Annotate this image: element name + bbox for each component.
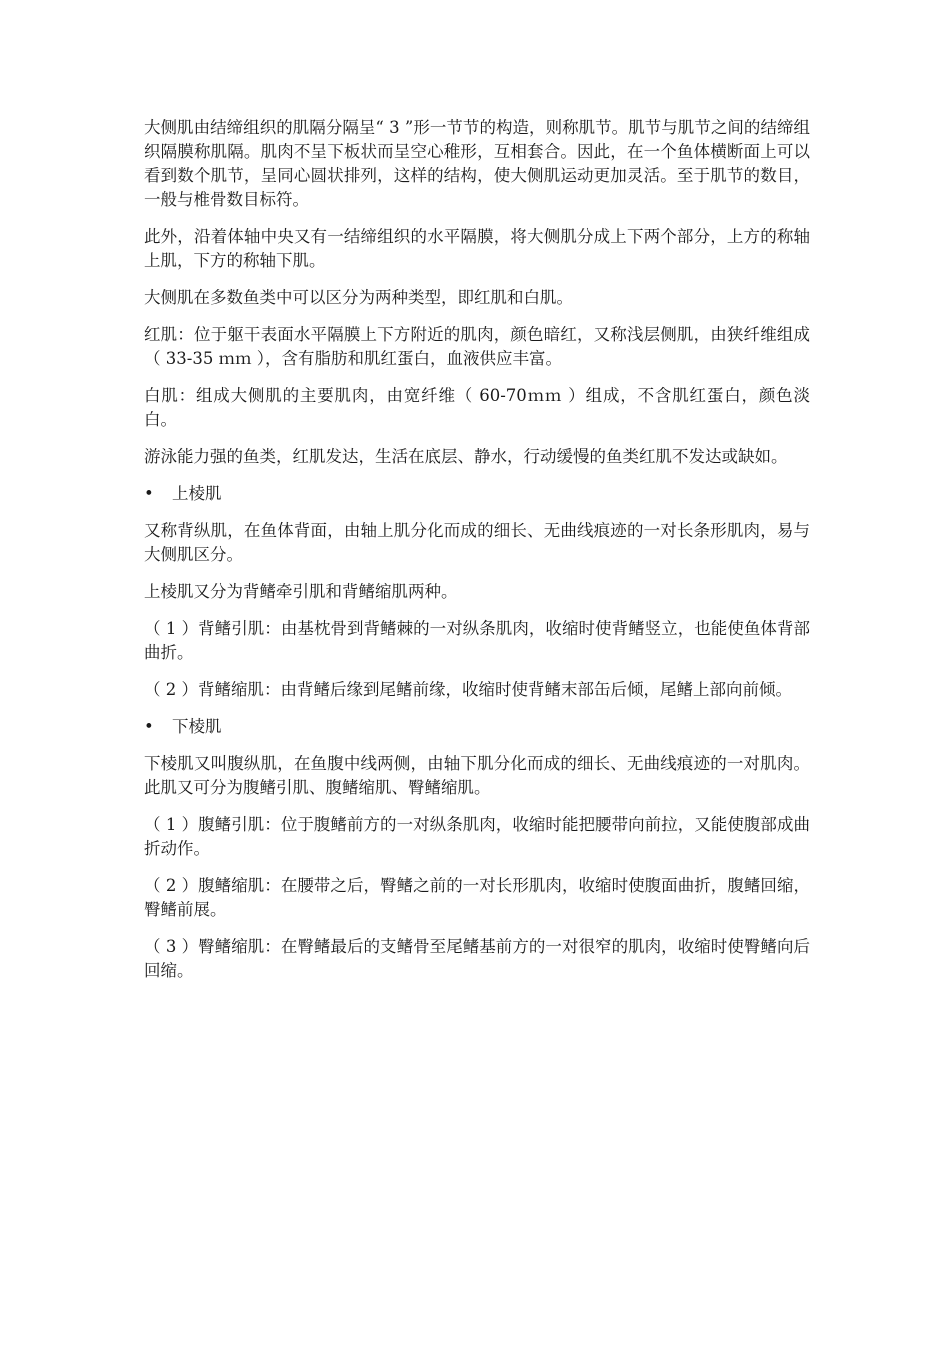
bullet-heading-label: 上棱肌	[172, 484, 222, 503]
paragraph-horizontal-septum: 此外，沿着体轴中央又有一结缔组织的水平隔膜，将大侧肌分成上下两个部分，上方的称轴上肌，下方的称轴下肌。	[144, 227, 810, 270]
document-body	[144, 116, 810, 996]
bullet-mark: •	[144, 717, 154, 736]
paragraph-anal-retractor: （ 3 ）臀鳍缩肌：在臀鳍最后的支鳍骨至尾鳍基前方的一对很窄的肌肉，收缩时使臀鳍向后回缩。	[144, 937, 810, 980]
bullet-heading-label: 下棱肌	[172, 717, 222, 736]
paragraph-white-muscle: 白肌：组成大侧肌的主要肌肉，由宽纤维（ 60-70ｍｍ ）组成，不含肌红蛋白，颜色淡白。	[144, 386, 810, 429]
paragraph-myomere: 大侧肌由结缔组织的肌隔分隔呈“ 3 ”形一节节的构造，则称肌节。肌节与肌节之间的结缔组织隔膜称肌隔。肌肉不呈下板状而呈空心稚形，互相套合。因此，在一个鱼体横断面上可以看到数个肌节，呈同心圆状排列，这样的结构，使大侧肌运动更加灵活。至于肌节的数目，一般与椎骨数目标符。	[144, 118, 810, 209]
bullet-heading-upper	[144, 482, 810, 506]
bullet-mark: •	[144, 484, 154, 503]
paragraph-pelvic-protractor: （ 1 ）腹鳍引肌：位于腹鳍前方的一对纵条肌肉，收缩时能把腰带向前拉，又能使腹部成曲折动作。	[144, 815, 810, 858]
paragraph-red-muscle: 红肌：位于躯干表面水平隔膜上下方附近的肌肉，颜色暗红，又称浅层侧肌，由狭纤维组成（ 33-35 ｍｍ ），含有脂肪和肌红蛋白，血液供应丰富。	[144, 325, 810, 368]
paragraph-muscle-types: 大侧肌在多数鱼类中可以区分为两种类型，即红肌和白肌。	[144, 288, 573, 307]
bullet-heading-lower	[144, 715, 810, 739]
paragraph-swimming-ability: 游泳能力强的鱼类，红肌发达，生活在底层、静水，行动缓慢的鱼类红肌不发达或缺如。	[144, 447, 788, 466]
paragraph-dorsal-longitudinal: 又称背纵肌，在鱼体背面，由轴上肌分化而成的细长、无曲线痕迹的一对长条形肌肉，易与大侧肌区分。	[144, 521, 810, 564]
paragraph-dorsal-protractor: （ 1 ）背鳍引肌：由基枕骨到背鳍棘的一对纵条肌肉，收缩时使背鳍竖立，也能使鱼体背部曲折。	[144, 619, 810, 662]
paragraph-upper-ridge-types: 上棱肌又分为背鳍牵引肌和背鳍缩肌两种。	[144, 582, 458, 601]
paragraph-dorsal-retractor: （ 2 ）背鳍缩肌：由背鳍后缘到尾鳍前缘，收缩时使背鳍末部缶后倾，尾鳍上部向前倾。	[144, 680, 792, 699]
paragraph-ventral-longitudinal: 下棱肌又叫腹纵肌，在鱼腹中线两侧，由轴下肌分化而成的细长、无曲线痕迹的一对肌肉。此肌又可分为腹鳍引肌、腹鳍缩肌、臀鳍缩肌。	[144, 754, 810, 797]
paragraph-pelvic-retractor: （ 2 ）腹鳍缩肌：在腰带之后，臀鳍之前的一对长形肌肉，收缩时使腹面曲折，腹鳍回缩，臀鳍前展。	[144, 876, 810, 919]
